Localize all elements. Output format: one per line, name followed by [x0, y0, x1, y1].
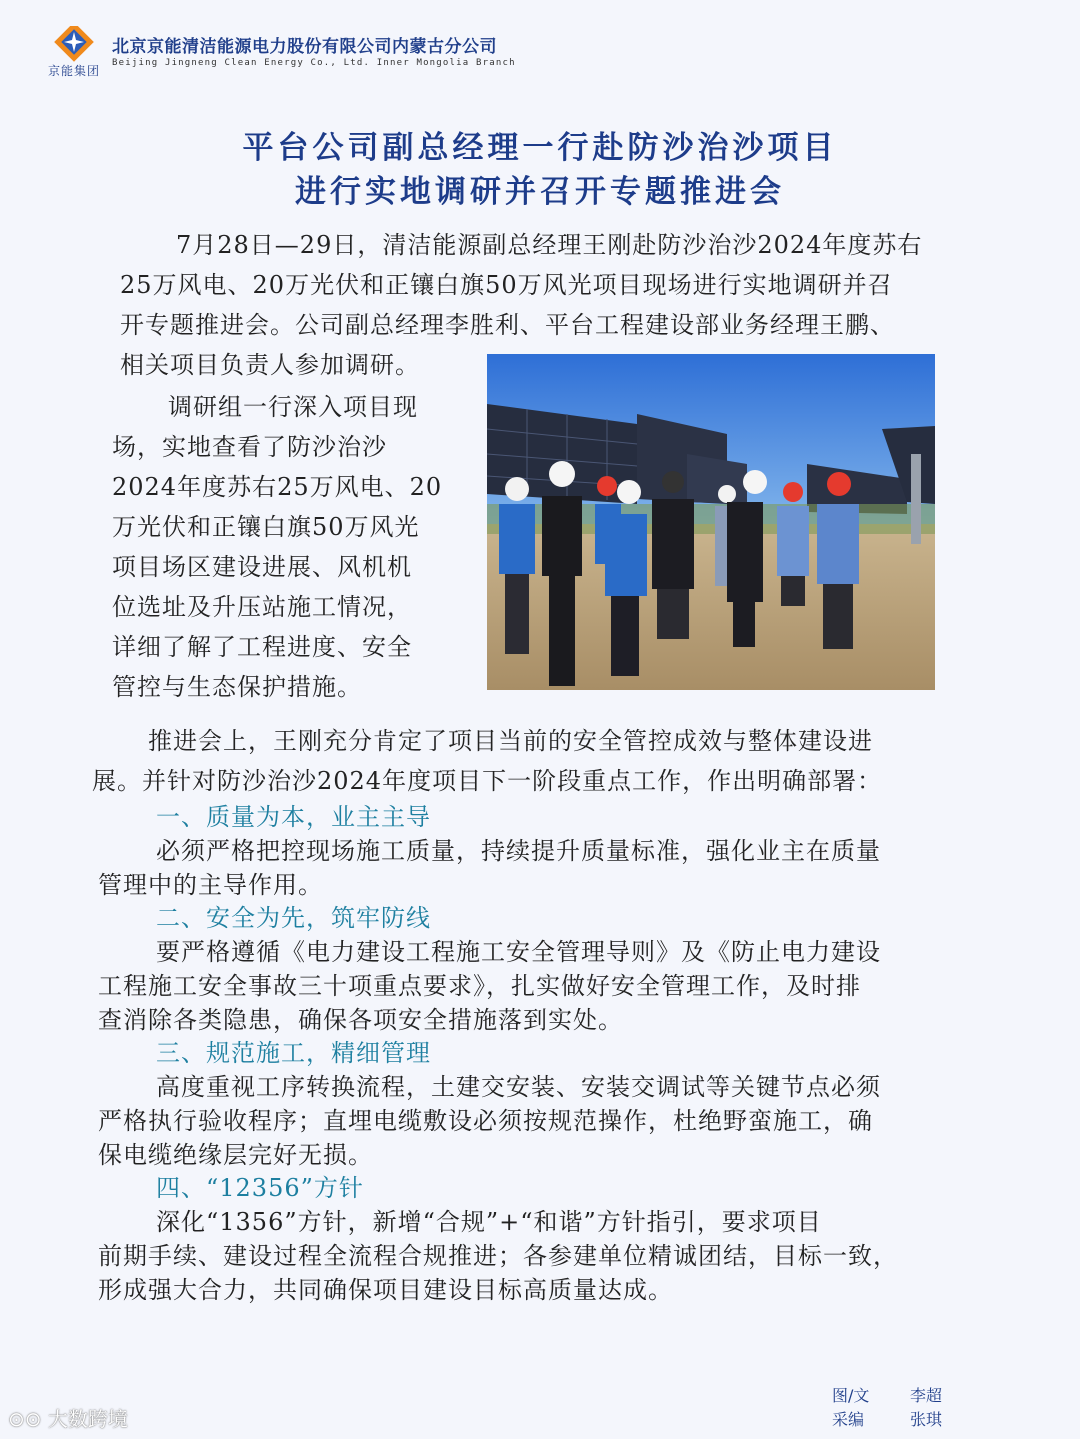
section-heading-3: 三、规范施工，精细管理 — [156, 1039, 431, 1067]
paragraph-line: 工程施工安全事故三十项重点要求》，扎实做好安全管理工作，及时排 — [98, 972, 861, 1000]
watermark — [8, 1403, 128, 1432]
paragraph-line: 深化“1356”方针，新增“合规”+“和谐”方针指引，要求项目 — [156, 1208, 822, 1236]
paragraph-line: 展。并针对防沙治沙2024年度项目下一阶段重点工作，作出明确部署： — [92, 767, 883, 795]
section-heading-2: 二、安全为先，筑牢防线 — [156, 904, 431, 932]
paragraph-line: 2024年度苏右25万风电、20 — [112, 473, 443, 501]
paragraph-line: 25万风电、20万光伏和正镶白旗50万风光项目现场进行实地调研并召 — [120, 271, 893, 299]
section-heading-1: 一、质量为本，业主主导 — [156, 803, 431, 831]
watermark-text: 大数跨境 — [47, 1407, 128, 1431]
paragraph-line: 要严格遵循《电力建设工程施工安全管理导则》及《防止电力建设 — [156, 938, 881, 966]
watermark-logo-icon: ⊙⊙ — [8, 1407, 48, 1431]
credit-name: 张琪 — [910, 1410, 943, 1429]
paragraph-line: 详细了解了工程进度、安全 — [112, 633, 412, 661]
paragraph-line: 严格执行验收程序；直埋电缆敷设必须按规范操作，杜绝野蛮施工，确 — [98, 1107, 873, 1135]
article-title-line-1: 平台公司副总经理一行赴防沙治沙项目 — [242, 130, 838, 166]
article-title-line-2: 进行实地调研并召开专题推进会 — [295, 174, 785, 210]
paragraph-line: 管控与生态保护措施。 — [112, 673, 362, 701]
credit-role: 图/文 — [832, 1386, 870, 1405]
paragraph-line: 高度重视工序转换流程，土建交安装、安装交调试等关键节点必须 — [156, 1073, 881, 1101]
paragraph-line: 前期手续、建设过程全流程合规推进；各参建单位精诚团结，目标一致， — [98, 1242, 898, 1270]
paragraph-line: 7月28日—29日，清洁能源副总经理王刚赴防沙治沙2024年度苏右 — [176, 231, 923, 259]
paragraph-line: 相关项目负责人参加调研。 — [120, 351, 420, 379]
credit-role: 采编 — [832, 1410, 865, 1429]
paragraph-line: 查消除各类隐患，确保各项安全措施落到实处。 — [98, 1006, 623, 1034]
paragraph-line: 推进会上，王刚充分肯定了项目当前的安全管控成效与整体建设进 — [148, 727, 873, 755]
company-name-cn: 北京京能清洁能源电力股份有限公司内蒙古分公司 — [112, 37, 497, 57]
paragraph-line: 项目场区建设进展、风机机 — [112, 553, 412, 581]
credit-name: 李超 — [910, 1386, 943, 1405]
paragraph-line: 保电缆绝缘层完好无损。 — [98, 1141, 373, 1169]
paragraph-line: 万光伏和正镶白旗50万风光 — [112, 513, 420, 541]
credits — [832, 1384, 988, 1432]
paragraph-line: 调研组一行深入项目现 — [168, 393, 418, 421]
paragraph-line: 管理中的主导作用。 — [98, 871, 323, 899]
company-name-en: Beijing Jingneng Clean Energy Co., Ltd. Inner Mongolia Branch — [112, 58, 516, 68]
logo-text: 京能集团 — [48, 64, 101, 78]
section-heading-4: 四、“12356”方针 — [156, 1174, 364, 1202]
paragraph-line: 形成强大合力，共同确保项目建设目标高质量达成。 — [98, 1276, 673, 1304]
paragraph-line: 必须严格把控现场施工质量，持续提升质量标准，强化业主在质量 — [156, 837, 881, 865]
paragraph-line: 场，实地查看了防沙治沙 — [112, 433, 387, 461]
site-visit-photo — [487, 354, 935, 690]
paragraph-line: 位选址及升压站施工情况， — [112, 593, 412, 621]
paragraph-line: 开专题推进会。公司副总经理李胜利、平台工程建设部业务经理王鹏、 — [120, 311, 895, 339]
header — [48, 26, 608, 82]
